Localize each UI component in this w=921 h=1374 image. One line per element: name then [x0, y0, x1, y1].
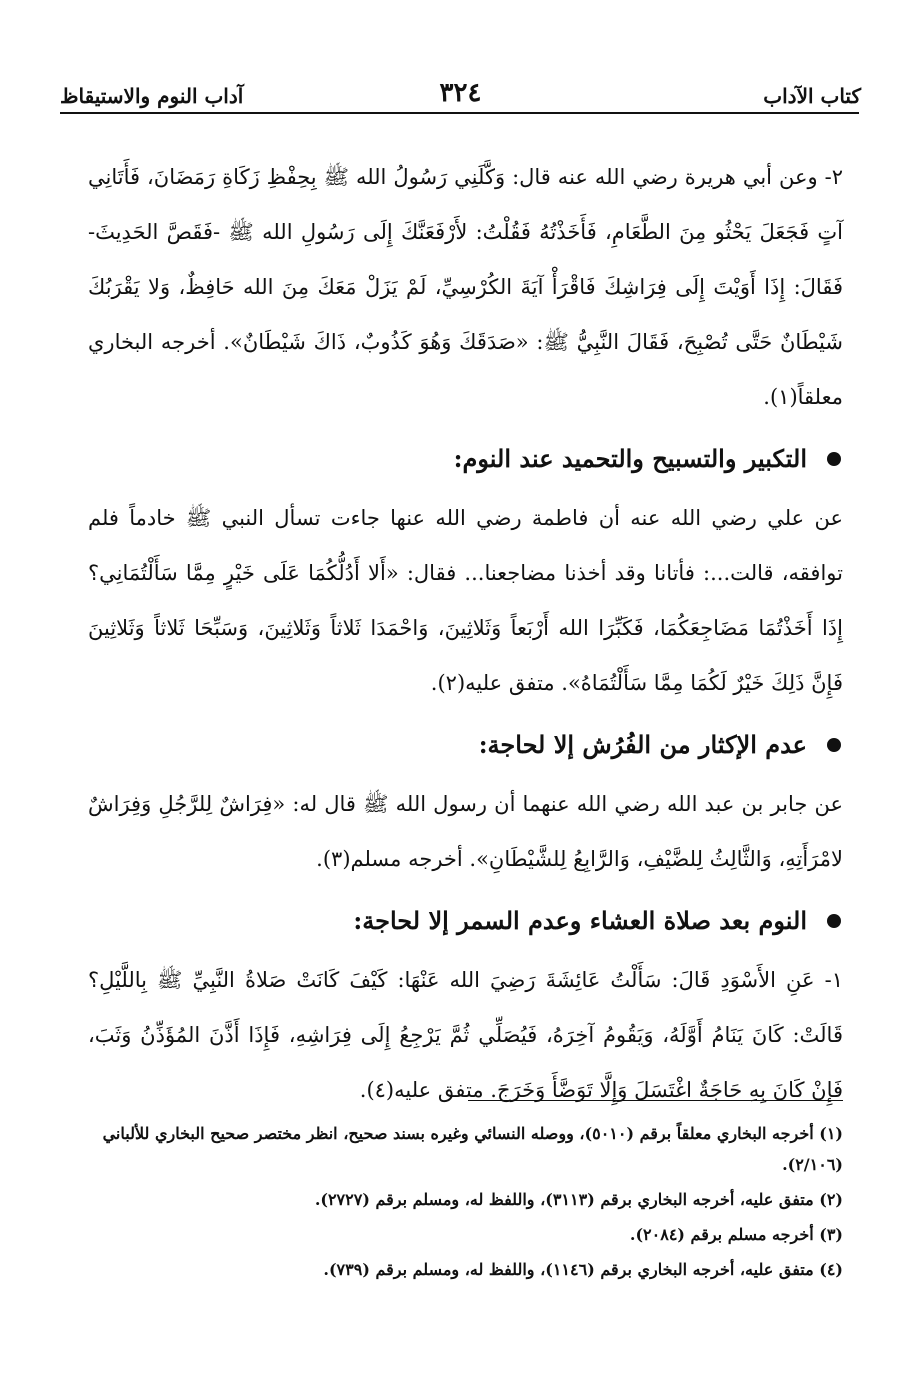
heading-text: عدم الإكثار من الفُرُش إلا لحاجة: [478, 730, 807, 759]
paragraph-abu-hurayra: ٢- وعن أبي هريرة رضي الله عنه قال: وَكَّلَنِي رَسُولُ الله ﷺ بِحِفْظِ زَكَاةِ رَمَضَانَ، فَأَتَانِي آتٍ فَجَعَلَ يَحْثُو مِنَ الطَّعَامِ، فَأَخَذْتُهُ فَقُلْتُ: لأَرْفَعَنَّكَ إِلَى رَسُولِ الله ﷺ -فَقَصَّ الحَدِيثَ- فَقَالَ: إِذَا أَوَيْتَ إِلَى فِرَاشِكَ فَاقْرَأْ آيَةَ الكُرْسِيِّ، لَمْ يَزَلْ مَعَكَ مِنَ الله حَافِظٌ، وَلا يَقْرَبُكَ شَيْطَانٌ حَتَّى تُصْبِحَ، فَقَالَ النَّبِيُّ ﷺ: «صَدَقَكَ وَهُوَ كَذُوبٌ، ذَاكَ شَيْطَانٌ». أخرجه البخاري معلقاً(١). [88, 165, 843, 409]
page-number: ٣٢٤ [439, 78, 482, 108]
footnote-3: (٣) أخرجه مسلم برقم (٢٠٨٤). [629, 1225, 843, 1244]
paragraph-ali: عن علي رضي الله عنه أن فاطمة رضي الله عنها جاءت تسأل النبي ﷺ خادماً فلم توافقه، قالت...: فأتانا وقد أخذنا مضاجعنا... فقال: «أَلا أَدُلُّكُمَا عَلَى خَيْرٍ مِمَّا سَأَلْتُمَانِي؟ إِذَا أَخَذْتُمَا مَضَاجِعَكُمَا، فَكَبِّرَا الله أَرْبَعاً وَثَلاثِينَ، وَاحْمَدَا ثَلاثاً وَثَلاثِينَ، وَسَبِّحَا ثَلاثاً وَثَلاثِينَ فَإِنَّ ذَلِكَ خَيْرٌ لَكُمَا مِمَّا سَأَلْتُمَاهُ». متفق عليه(٢). [88, 506, 843, 695]
bullet-icon [827, 452, 841, 466]
heading-text: التكبير والتسبيح والتحميد عند النوم: [453, 444, 807, 473]
section-heading-takbir [88, 433, 843, 485]
footnote-2: (٢) متفق عليه، أخرجه البخاري برقم (٣١١٣)، واللفظ له، ومسلم برقم (٢٧٢٧). [314, 1190, 843, 1209]
section-heading-furush [88, 719, 843, 771]
header-divider [60, 112, 859, 114]
footnote-1: (١) أخرجه البخاري معلقاً برقم (٥٠١٠)، ووصله النسائي وغيره بسند صحيح، انظر مختصر صحيح البخاري للألباني (٢/١٠٦). [102, 1124, 843, 1174]
heading-text: النوم بعد صلاة العشاء وعدم السمر إلا لحاجة: [353, 906, 807, 935]
main-text [88, 150, 843, 1118]
bullet-icon [827, 738, 841, 752]
book-title: كتاب الآداب [763, 84, 861, 108]
footnotes [80, 1118, 843, 1289]
bullet-icon [827, 914, 841, 928]
paragraph-jabir: عن جابر بن عبد الله رضي الله عنهما أن رسول الله ﷺ قال له: «فِرَاشٌ لِلرَّجُلِ وَفِرَاشٌ لامْرَأَتِهِ، وَالثَّالِثُ لِلضَّيْفِ، وَالرَّابِعُ لِلشَّيْطَانِ». أخرجه مسلم(٣). [88, 792, 843, 871]
running-head [60, 78, 861, 112]
paragraph-aswad: ١- عَنِ الأَسْوَدِ قَالَ: سَأَلْتُ عَائِشَةَ رَضِيَ الله عَنْهَا: كَيْفَ كَانَتْ صَلاةُ النَّبِيِّ ﷺ بِاللَّيْلِ؟ قَالَتْ: كَانَ يَنَامُ أَوَّلَهُ، وَيَقُومُ آخِرَهُ، فَيُصَلِّي ثُمَّ يَرْجِعُ إِلَى فِرَاشِهِ، فَإِذَا أَذَّنَ المُؤَذِّنُ وَثَبَ، فَإِنْ كَانَ بِهِ حَاجَةٌ اغْتَسَلَ وَإِلَّا تَوَضَّأَ وَخَرَجَ. متفق عليه(٤). [88, 968, 843, 1102]
footnote-4: (٤) متفق عليه، أخرجه البخاري برقم (١١٤٦)، واللفظ له، ومسلم برقم (٧٣٩). [323, 1260, 843, 1279]
chapter-title: آداب النوم والاستيقاظ [60, 84, 244, 108]
section-heading-isha [88, 895, 843, 947]
footnote-divider [468, 1100, 843, 1101]
